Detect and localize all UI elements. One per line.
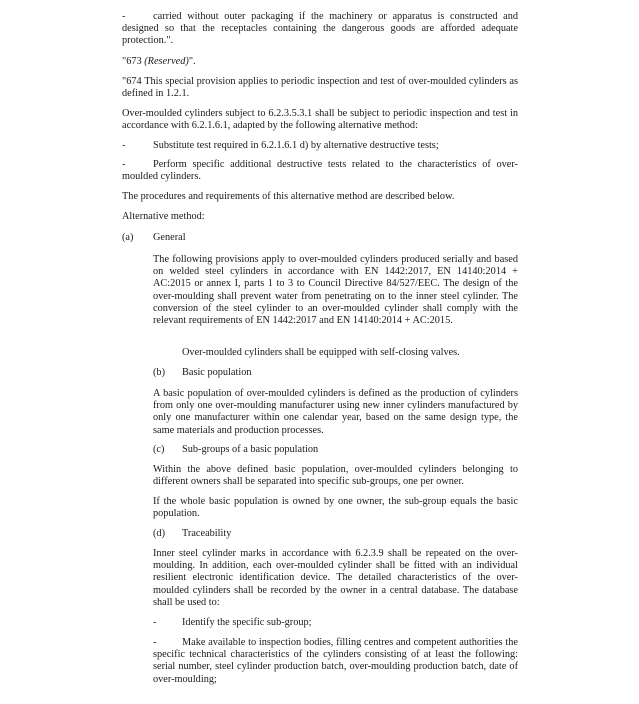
list-item-text: Make available to inspection bodies, filling centres and competent authorities the specific technical characteristics of the cylinders consisting of at least the following: serial number, steel cylinder production batch, over-moulding production batch, date of over-moulding;	[153, 637, 518, 685]
dash-marker: -	[153, 617, 157, 628]
paragraph: Alternative method:	[122, 211, 205, 222]
list-item-text: Identify the specific sub-group;	[182, 617, 312, 628]
list-item-text: carried without outer packaging if the machinery or apparatus is constructed and designed so that the receptacles containing the dangerous goods are afforded adequate protection.".	[122, 11, 518, 47]
section-d-paragraph: Inner steel cylinder marks in accordance with 6.2.3.9 shall be repeated on the over-moulding. In addition, each over-moulded cylinder shall be fitted with an individual resilient electronic identification device. The detailed characteristics of the over-moulded cylinders shall be recorded by the owner in a central database. The database shall be used to:	[153, 548, 518, 608]
list-item	[153, 617, 518, 629]
dash-marker: -	[122, 11, 126, 22]
special-provision-674: "674 This special provision applies to periodic inspection and test of over-moulded cylinders as defined in 1.2.1.	[122, 76, 518, 100]
paragraph: Over-moulded cylinders subject to 6.2.3.5.3.1 shall be subject to periodic inspection and test in accordance with 6.2.1.6.1, adapted by the following alternative method:	[122, 108, 518, 132]
section-d-heading	[153, 528, 518, 541]
list-item	[122, 140, 518, 152]
section-b-paragraph: A basic population of over-moulded cylinders is defined as the production of cylinders from only one over-moulding manufacturer using new inner cylinders manufactured by only one manufacturer within one calendar year, based on the same design type, the same materials and production processes.	[153, 388, 518, 436]
section-c-heading	[153, 444, 518, 457]
list-item	[122, 11, 518, 48]
section-title: Sub-groups of a basic population	[182, 444, 319, 455]
section-c-paragraph: Within the above defined basic population, over-moulded cylinders belonging to different owners shall be separated into specific sub-groups, one per owner.	[153, 464, 518, 488]
section-c-paragraph: If the whole basic population is owned by one owner, the sub-group equals the basic population.	[153, 496, 518, 520]
list-item	[122, 159, 518, 183]
section-a-paragraph: Over-moulded cylinders shall be equipped with self-closing valves.	[182, 347, 460, 358]
section-title: Traceability	[182, 528, 232, 539]
section-b-heading	[153, 367, 518, 380]
section-a-heading	[122, 232, 518, 245]
list-item-text: Substitute test required in 6.2.1.6.1 d) by alternative destructive tests;	[153, 140, 439, 151]
special-provision-673: "673 (Reserved)".	[122, 56, 196, 67]
list-item	[153, 637, 518, 686]
dash-marker: -	[122, 140, 126, 151]
section-label: (b)	[153, 367, 166, 378]
section-title: Basic population	[182, 367, 252, 378]
dash-marker: -	[122, 159, 126, 170]
dash-marker: -	[153, 637, 157, 648]
reserved-label: (Reserved)	[144, 56, 189, 67]
section-label: (a)	[122, 232, 134, 243]
paragraph: The procedures and requirements of this alternative method are described below.	[122, 191, 455, 202]
section-title: General	[153, 232, 186, 243]
section-label: (d)	[153, 528, 166, 539]
section-label: (c)	[153, 444, 165, 455]
list-item-text: Perform specific additional destructive tests related to the characteristics of over-moulded cylinders.	[122, 159, 518, 183]
section-a-paragraph: The following provisions apply to over-moulded cylinders produced serially and based on welded steel cylinders in accordance with EN 1442:2017, EN 14140:2014 + AC:2015 or annex I, parts 1 to 3 to Council Directive 84/527/EEC. The design of the over-moulding shall prevent water from penetrating on to the inner steel cylinder. The conversion of the steel cylinder to an over-moulded cylinder shall comply with the relevant requirements of EN 1442:2017 and EN 14140:2014 + AC:2015.	[153, 254, 518, 327]
